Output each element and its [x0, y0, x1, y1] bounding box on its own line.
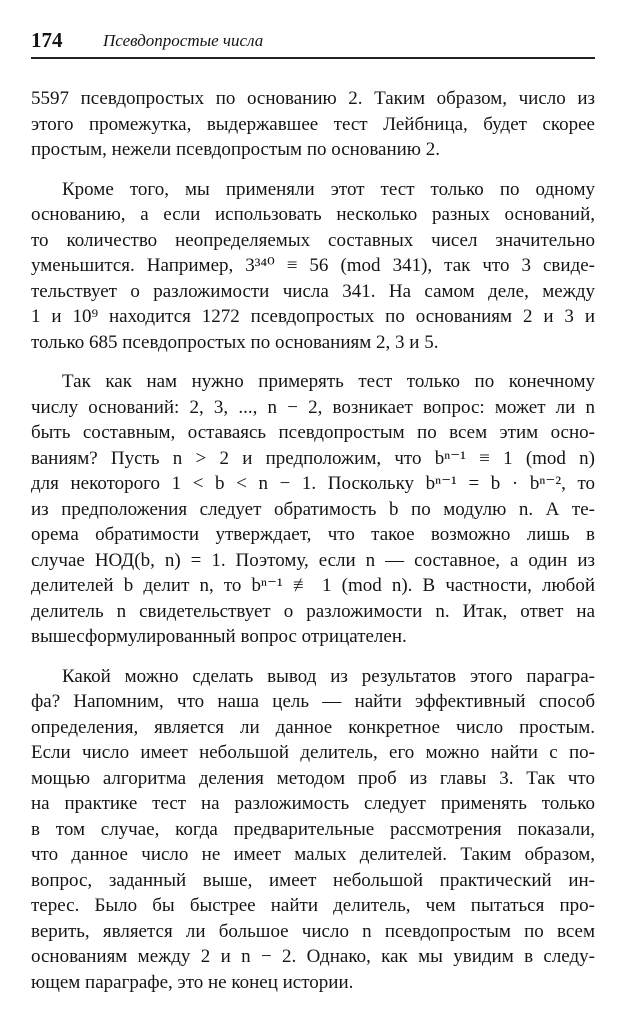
- text-line: делитель n свидетельствует о разложимости n. Итак, ответ на: [31, 600, 595, 622]
- text-line: для некоторого 1 < b < n − 1. Поскольку bⁿ⁻¹ = b · bⁿ⁻², то: [31, 473, 595, 494]
- text-line: Если число имеет небольшой делитель, его можно найти с по-: [31, 742, 595, 763]
- text-line: уменьшится. Например, 3³⁴⁰ ≡ 56 (mod 341), так что 3 свиде-: [31, 255, 595, 276]
- running-title: Псевдопростые числа: [103, 31, 264, 50]
- text-line: ющем параграфе, это не конец истории.: [31, 971, 354, 993]
- text-line: числу оснований: 2, 3, ..., n − 2, возникает вопрос: может ли n: [31, 396, 595, 418]
- header-rule: [31, 57, 595, 59]
- text-line: этого промежутка, выдержавшее тест Лейбница, будет скорее: [31, 113, 595, 135]
- text-line: на практике тест на разложимость следует применять только: [31, 793, 595, 814]
- paragraph: [31, 177, 595, 356]
- text-line: определения, является ли данное конкретное число простым.: [31, 716, 595, 738]
- text-line: фа? Напомним, что наша цель — найти эффективный способ: [31, 691, 595, 712]
- running-header: [31, 28, 595, 58]
- paragraph: [31, 369, 595, 650]
- text-line: в том случае, когда предварительные рассмотрения показали,: [31, 818, 595, 840]
- body-text: [31, 86, 595, 1009]
- paragraph: [31, 664, 595, 996]
- text-line: 1 и 10⁹ находится 1272 псевдопростых по основаниям 2 и 3 и: [31, 306, 595, 327]
- text-line: из предположения следует обратимость b по модулю n. А те-: [31, 498, 595, 520]
- text-line: то количество неопределяемых составных чисел значительно: [31, 229, 595, 251]
- paragraph: [31, 86, 595, 163]
- text-line: Какой можно сделать вывод из результатов этого парагра-: [62, 665, 595, 687]
- text-line: вышесформулированный вопрос отрицателен.: [31, 626, 407, 647]
- text-line: терес. Было бы быстрее найти делитель, чем пытаться про-: [31, 895, 595, 916]
- text-line: случае НОД(b, n) = 1. Поэтому, если n — составное, а один из: [31, 549, 595, 571]
- text-line: орема обратимости утверждает, что такое возможно лишь в: [31, 524, 595, 545]
- text-line: быть составным, оставаясь псевдопростым по всем этим осно-: [31, 422, 595, 443]
- text-line: основанию, а если использовать несколько разных оснований,: [31, 204, 595, 225]
- text-line: Так как нам нужно примерять тест только по конечному: [62, 371, 595, 392]
- page-number: 174: [31, 28, 63, 52]
- text-line: вопрос, заданный выше, имеет небольшой практический ин-: [31, 869, 595, 891]
- text-line: основаниям между 2 и n − 2. Однако, как мы увидим в следу-: [31, 946, 595, 967]
- text-line: простым, нежели псевдопростым по основанию 2.: [31, 139, 441, 160]
- text-line: тельствует о разложимости числа 341. На самом деле, между: [31, 280, 595, 302]
- text-line: делителей b делит n, то bⁿ⁻¹ ≢ 1 (mod n). В частности, любой: [31, 575, 595, 596]
- text-line: только 685 псевдопростых по основаниям 2, 3 и 5.: [31, 331, 439, 353]
- text-line: Кроме того, мы применяли этот тест только по одному: [62, 178, 595, 200]
- text-line: мощью алгоритма деления методом проб из главы 3. Так что: [31, 767, 595, 789]
- text-line: ваниям? Пусть n > 2 и предположим, что bⁿ⁻¹ ≡ 1 (mod n): [31, 447, 595, 469]
- text-line: что данное число не имеет малых делителей. Таким образом,: [31, 844, 595, 865]
- text-line: верить, является ли большое число n псевдопростым по всем: [31, 920, 595, 942]
- text-line: 5597 псевдопростых по основанию 2. Таким образом, число из: [31, 88, 595, 109]
